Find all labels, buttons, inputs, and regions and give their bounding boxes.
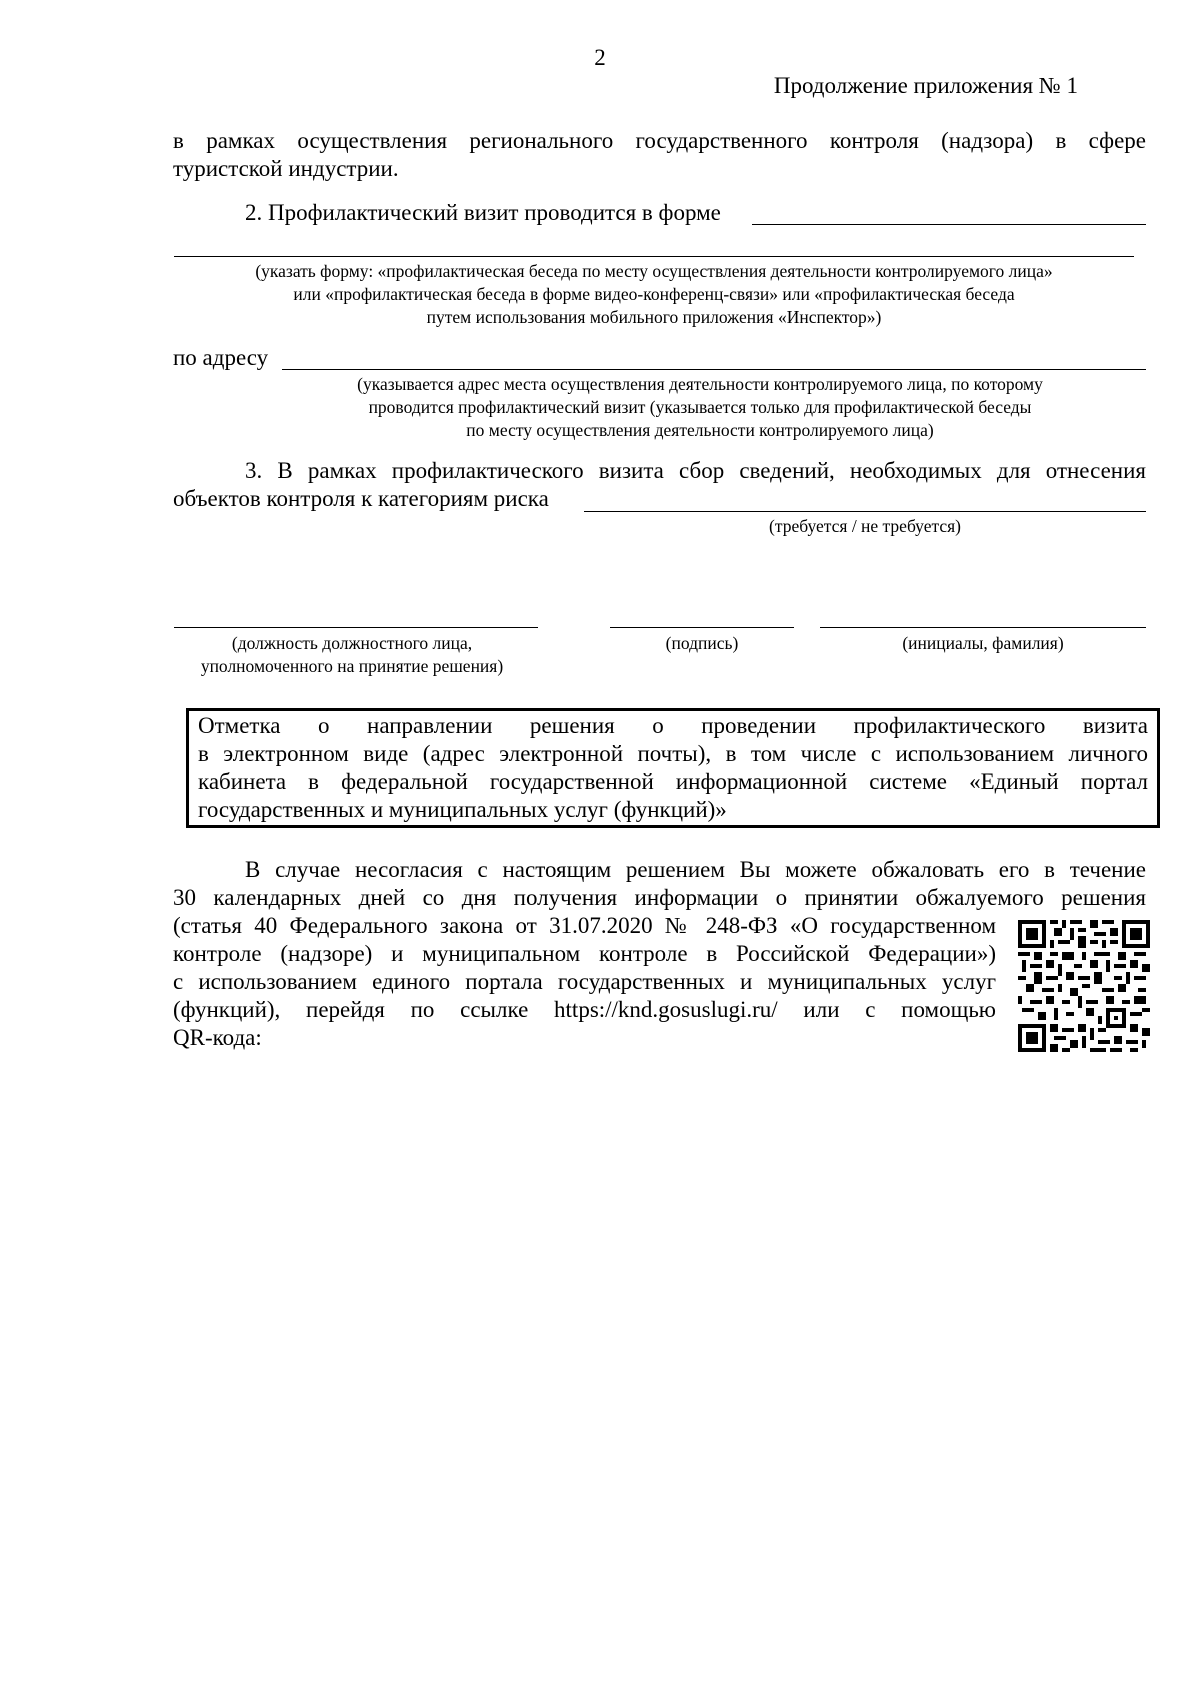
address-label: по адресу xyxy=(173,345,269,370)
form-hint-line-3: путем использования мобильного приложения «Инспектор») xyxy=(426,307,882,327)
address-hint-line-2: проводится профилактический визит (указывается только для профилактической беседы xyxy=(368,397,1032,417)
appeal-line-2: 30 календарных дней со дня получения информации о принятии обжалуемого решения xyxy=(173,885,1146,910)
appeal-line-1: В случае несогласия с настоящим решением Вы можете обжаловать его в течение xyxy=(245,857,1146,882)
item2-text: 2. Профилактический визит проводится в форме xyxy=(245,200,721,225)
name-caption: (инициалы, фамилия) xyxy=(902,633,1064,653)
box-line-2: в электронном виде (адрес электронной почты), в том числе с использованием личного xyxy=(198,741,1148,766)
appeal-line-3: (статья 40 Федерального закона от 31.07.2020 № 248-ФЗ «О государственном xyxy=(173,913,996,938)
appeal-line-7: QR-кода: xyxy=(173,1025,262,1050)
intro-line-2: туристской индустрии. xyxy=(173,156,399,181)
form-field-line xyxy=(752,224,1146,225)
appendix-continuation: Продолжение приложения № 1 xyxy=(773,73,1078,98)
address-hint-line-1: (указывается адрес места осуществления деятельности контролируемого лица, по которому xyxy=(357,374,1043,394)
appeal-line-5: с использованием единого портала государственных и муниципальных услуг xyxy=(173,969,996,994)
box-line-4: государственных и муниципальных услуг (функций)» xyxy=(198,797,727,822)
address-field-line xyxy=(282,369,1146,370)
item3-line-1: 3. В рамках профилактического визита сбор сведений, необходимых для отнесения xyxy=(245,458,1146,483)
signature-line xyxy=(610,627,794,628)
item3-line-2: объектов контроля к категориям риска xyxy=(173,486,549,511)
position-caption-2: уполномоченного на принятие решения) xyxy=(200,656,504,676)
qr-code-icon[interactable] xyxy=(1018,920,1150,1052)
address-hint-line-3: по месту осуществления деятельности контролируемого лица) xyxy=(466,420,934,440)
form-field-line-2 xyxy=(174,256,1134,257)
box-line-1: Отметка о направлении решения о проведении профилактического визита xyxy=(198,713,1148,738)
form-hint-line-1: (указать форму: «профилактическая беседа по месту осуществления деятельности контролируемого лица» xyxy=(255,261,1053,281)
appeal-line-4: контроле (надзоре) и муниципальном контроле в Российской Федерации») xyxy=(173,941,996,966)
risk-field-line xyxy=(584,511,1146,512)
risk-hint: (требуется / не требуется) xyxy=(769,516,961,536)
form-hint-line-2: или «профилактическая беседа в форме видео-конференц-связи» или «профилактическая беседа xyxy=(293,284,1015,304)
box-line-3: кабинета в федеральной государственной информационной системе «Единый портал xyxy=(198,769,1148,794)
intro-line-1: в рамках осуществления регионального государственного контроля (надзора) в сфере xyxy=(173,128,1146,153)
page-number: 2 xyxy=(594,45,606,70)
appeal-line-6: (функций), перейдя по ссылке https://knd.gosuslugi.ru/ или с помощью xyxy=(173,997,996,1022)
name-line xyxy=(820,627,1146,628)
position-caption-1: (должность должностного лица, xyxy=(231,633,473,653)
signature-caption: (подпись) xyxy=(665,633,739,653)
position-line xyxy=(174,627,538,628)
